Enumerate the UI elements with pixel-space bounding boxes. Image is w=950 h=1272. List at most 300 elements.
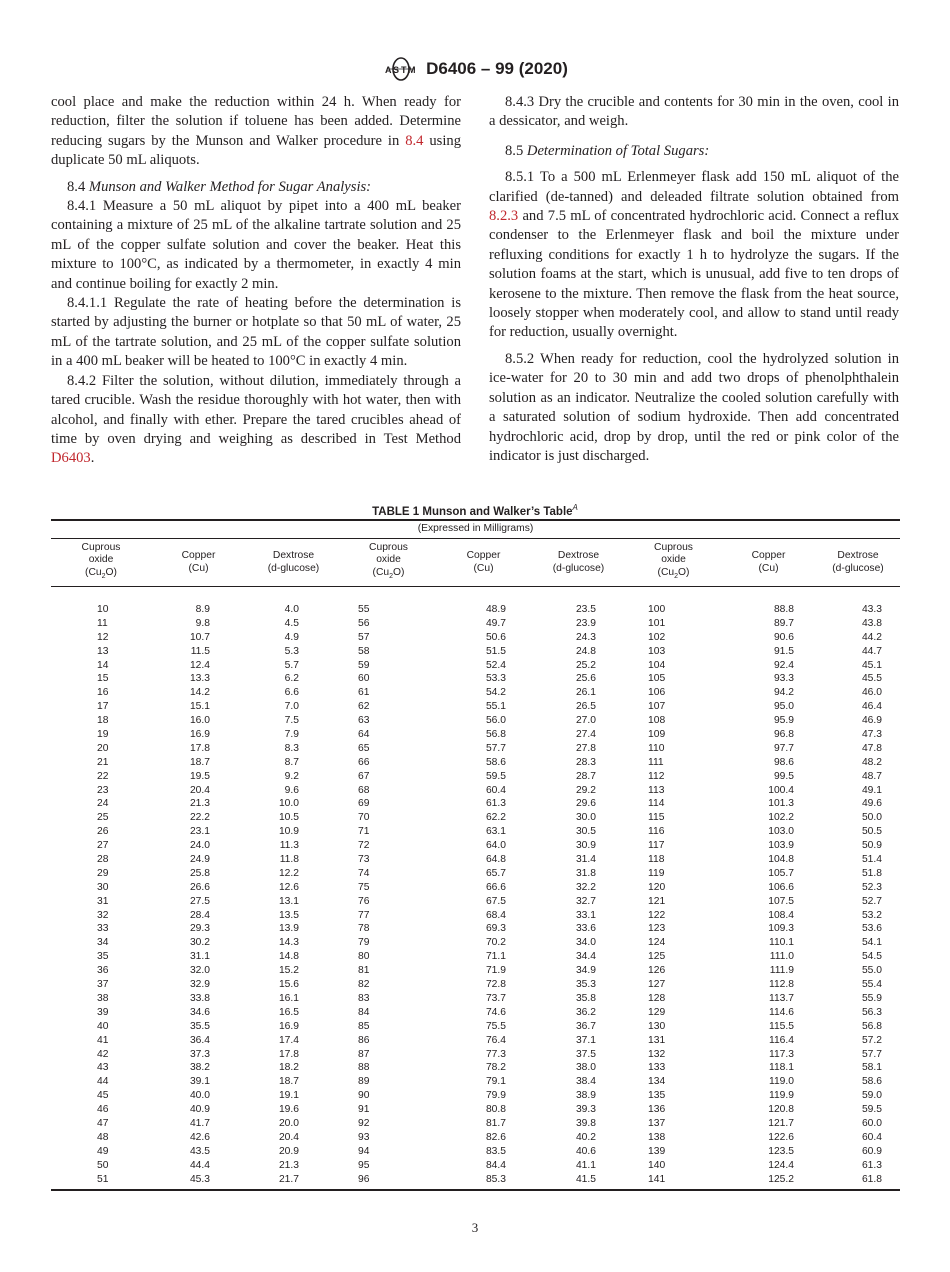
- table-cell: 16.5: [278, 1006, 299, 1018]
- table-cell: 30.0: [575, 812, 596, 824]
- table-row: [51, 1103, 900, 1117]
- right-column: [489, 93, 899, 466]
- table-cell: 17.8: [278, 1048, 299, 1060]
- table-cell: 24.0: [189, 840, 210, 852]
- xref-link-8-2-3[interactable]: 8.2.3: [489, 208, 519, 225]
- table-cell: 12.6: [278, 881, 299, 893]
- table-cell: 43.5: [189, 1145, 210, 1157]
- page-header: [0, 57, 950, 81]
- table-cell: 37.5: [575, 1048, 596, 1060]
- table-cell: 51.8: [861, 867, 882, 879]
- table-cell: 48.7: [861, 770, 882, 782]
- table-cell: 85.3: [485, 1173, 506, 1185]
- table-cell: 59: [358, 659, 370, 671]
- header-line: (d-glucose): [832, 562, 884, 574]
- table-cell: 108: [648, 715, 666, 727]
- table-cell: 133: [648, 1062, 666, 1074]
- table-row: [51, 1020, 900, 1034]
- table-cell: 12.4: [189, 659, 210, 671]
- table-cell: 40.6: [575, 1145, 596, 1157]
- table-cell: 116: [648, 826, 665, 838]
- table-cell: 70: [358, 812, 370, 824]
- xref-link-d6403[interactable]: D6403: [51, 450, 91, 467]
- table-cell: 95.9: [773, 715, 794, 727]
- table-cell: 49.7: [485, 617, 506, 629]
- table-body: [51, 587, 900, 1191]
- table-cell: 82: [358, 979, 370, 991]
- table-cell: 57.7: [485, 742, 506, 754]
- header-line: [626, 567, 721, 584]
- table-cell: 104.8: [768, 854, 794, 866]
- table-cell: 20.0: [278, 1117, 299, 1129]
- table-cell: 111.0: [769, 951, 794, 963]
- table-cell: 13.3: [189, 673, 210, 685]
- table-cell: 10.5: [278, 812, 299, 824]
- table-cell: 107: [648, 701, 666, 713]
- table-row: [51, 992, 900, 1006]
- table-cell: 52.3: [861, 881, 882, 893]
- table-cell: 34.9: [575, 965, 596, 977]
- table-cell: 91.5: [773, 645, 794, 657]
- table-cell: 61: [358, 687, 370, 699]
- table-cell: 52.4: [485, 659, 506, 671]
- table-cell: 85: [358, 1020, 370, 1032]
- table-cell: 130: [648, 1020, 666, 1032]
- table-footnote-marker: A: [572, 503, 578, 512]
- section-heading-8-5: [489, 142, 899, 161]
- table-cell: 80.8: [485, 1104, 506, 1116]
- table-row: [51, 811, 900, 825]
- table-cell: 40.2: [575, 1131, 596, 1143]
- table-cell: 109: [648, 729, 666, 741]
- table-cell: 59.5: [861, 1104, 882, 1116]
- table-cell: 79.1: [485, 1076, 506, 1088]
- table-row: [51, 686, 900, 700]
- table-cell: 53.6: [861, 923, 882, 935]
- table-cell: 140: [648, 1159, 666, 1171]
- table-row: [51, 631, 900, 645]
- table-cell: 66.6: [485, 881, 506, 893]
- table-cell: 46.4: [861, 701, 882, 713]
- table-cell: 55.4: [861, 979, 882, 991]
- table-cell: 13.5: [278, 909, 299, 921]
- table-row: [51, 839, 900, 853]
- table-cell: 50.6: [485, 631, 506, 643]
- table-cell: 7.0: [284, 701, 299, 713]
- table-cell: 69.3: [485, 923, 506, 935]
- table-cell: 21: [97, 756, 109, 768]
- table-cell: 24.3: [575, 631, 596, 643]
- table-cell: 54.1: [861, 937, 882, 949]
- table-row: [51, 867, 900, 881]
- table-cell: 71.1: [485, 951, 506, 963]
- column-header: [721, 550, 816, 575]
- paragraph-8-4-3: 8.4.3 Dry the crucible and contents for 30 min in the oven, cool in a dessicator, and weigh.: [489, 94, 899, 130]
- table-cell: 35.3: [575, 979, 596, 991]
- table-cell: 115.5: [768, 1020, 794, 1032]
- paragraph-text: 8.4.2 Filter the solution, without dilution, immediately through a tared crucible. Wash the residue thoroughly with hot water, then with alcohol, and finally with ether. Prepare the tared crucibles ahead of time by oven drying and weighing as described in Test Method: [51, 372, 461, 447]
- table-cell: 62.2: [485, 812, 506, 824]
- table-cell: 40: [97, 1020, 109, 1032]
- table-cell: 94.2: [773, 687, 794, 699]
- table-cell: 8.3: [284, 742, 299, 754]
- header-subscript: 2: [674, 572, 679, 580]
- table-cell: 57.7: [861, 1048, 882, 1060]
- table-cell: 120: [648, 881, 666, 893]
- table-cell: 63.1: [485, 826, 506, 838]
- table-cell: 132: [648, 1048, 666, 1060]
- table-cell: 16.9: [278, 1020, 299, 1032]
- table-cell: 26: [97, 826, 109, 838]
- table-cell: 41.7: [189, 1117, 210, 1129]
- table-cell: 28.4: [189, 909, 210, 921]
- table-row: [51, 1075, 900, 1089]
- table-cell: 41.1: [575, 1159, 596, 1171]
- table-cell: 37: [97, 979, 109, 991]
- table-cell: 126: [648, 965, 666, 977]
- table-cell: 103.0: [768, 826, 794, 838]
- table-cell: 74.6: [485, 1006, 506, 1018]
- table-cell: 14.8: [278, 951, 299, 963]
- table-cell: 39.3: [575, 1104, 596, 1116]
- header-line: Cuprous: [81, 541, 121, 553]
- table-cell: 71.9: [485, 965, 506, 977]
- table-row: [51, 603, 900, 617]
- table-cell: 31.8: [575, 867, 596, 879]
- table-cell: 14: [97, 659, 109, 671]
- table-cell: 73: [358, 854, 370, 866]
- table-cell: 79: [358, 937, 370, 949]
- table-cell: 9.2: [284, 770, 299, 782]
- header-line: Dextrose: [272, 550, 315, 561]
- table-cell: 21.7: [278, 1173, 299, 1185]
- table-cell: 21.3: [189, 798, 210, 810]
- table-cell: 43: [97, 1062, 109, 1074]
- header-line: Copper: [751, 550, 786, 561]
- table-cell: 26.1: [575, 687, 596, 699]
- table-cell: 134: [648, 1076, 666, 1088]
- table-cell: 42.6: [189, 1131, 210, 1143]
- table-row: [51, 964, 900, 978]
- table-cell: 68: [358, 784, 370, 796]
- table-row: [51, 714, 900, 728]
- table-cell: 56.8: [861, 1020, 882, 1032]
- table-cell: 24.9: [189, 854, 210, 866]
- table-cell: 101: [648, 617, 666, 629]
- table-cell: 119.9: [768, 1090, 794, 1102]
- table-cell: 29.2: [575, 784, 596, 796]
- table-cell: 60.0: [861, 1117, 882, 1129]
- table-cell: 124: [648, 937, 666, 949]
- table-cell: 60.9: [861, 1145, 882, 1157]
- table-row: [51, 617, 900, 631]
- table-cell: 20.4: [189, 784, 210, 796]
- table-cell: 17.8: [189, 742, 210, 754]
- table-cell: 59.5: [485, 770, 506, 782]
- table-cell: 120.8: [768, 1104, 794, 1116]
- table-cell: 81.7: [485, 1117, 506, 1129]
- table-cell: 111.9: [769, 965, 794, 977]
- table-cell: 39.1: [189, 1076, 210, 1088]
- table-cell: 16.9: [189, 729, 210, 741]
- table-cell: 38.2: [189, 1062, 210, 1074]
- table-cell: 30.2: [189, 937, 210, 949]
- table-cell: 9.8: [195, 617, 210, 629]
- table-cell: 67.5: [485, 895, 506, 907]
- table-cell: 30.9: [575, 840, 596, 852]
- left-column: [51, 93, 461, 469]
- table-row: [51, 672, 900, 686]
- section-number: 8.4: [67, 178, 86, 195]
- table-cell: 47.8: [861, 742, 882, 754]
- paragraph-8-4-2: [51, 372, 461, 469]
- table-cell: 106: [648, 687, 666, 699]
- table-cell: 67: [358, 770, 370, 782]
- table-cell: 62: [358, 701, 370, 713]
- table-cell: 46: [97, 1104, 109, 1116]
- table-row: [51, 770, 900, 784]
- table-row: [51, 645, 900, 659]
- table-cell: 111: [648, 756, 664, 768]
- table-cell: 53.2: [861, 909, 882, 921]
- table-cell: 76.4: [485, 1034, 506, 1046]
- table-cell: 60.4: [485, 784, 506, 796]
- table-cell: 34.6: [189, 1006, 210, 1018]
- table-cell: 56: [358, 617, 370, 629]
- table-cell: 18.7: [278, 1076, 299, 1088]
- table-cell: 35: [97, 951, 109, 963]
- table-cell: 61.8: [861, 1173, 882, 1185]
- table-cell: 13: [97, 645, 109, 657]
- table-cell: 7.5: [284, 715, 299, 727]
- table-cell: 127: [648, 979, 666, 991]
- table-cell: 49.1: [861, 784, 882, 796]
- table-cell: 34.4: [575, 951, 596, 963]
- table-cell: 43.8: [861, 617, 882, 629]
- paragraph-8-5-1: [489, 168, 899, 343]
- table-cell: 50.5: [861, 826, 882, 838]
- table-cell: 5.3: [284, 645, 299, 657]
- table-cell: 128: [648, 992, 666, 1004]
- column-header: [436, 550, 531, 575]
- table-row: [51, 700, 900, 714]
- table-cell: 15.2: [278, 965, 299, 977]
- table-cell: 18.2: [278, 1062, 299, 1074]
- header-line: (d-glucose): [267, 562, 320, 574]
- svg-text:A: A: [385, 65, 392, 75]
- table-cell: 21.3: [278, 1159, 299, 1171]
- table-cell: 12.2: [278, 867, 299, 879]
- table-cell: 19: [97, 729, 109, 741]
- table-cell: 110.1: [768, 937, 794, 949]
- table-cell: 17.4: [278, 1034, 299, 1046]
- table-cell: 110: [648, 742, 665, 754]
- xref-link-8-4[interactable]: 8.4: [405, 132, 424, 149]
- table-row: [51, 784, 900, 798]
- table-cell: 123: [648, 923, 666, 935]
- table-cell: 45: [97, 1090, 109, 1102]
- table-cell: 78: [358, 923, 370, 935]
- header-text: O): [393, 566, 405, 578]
- table-subcaption: (Expressed in Milligrams): [417, 523, 534, 534]
- table-cell: 116.4: [768, 1034, 794, 1046]
- table-cell: 7.9: [284, 729, 299, 741]
- table-cell: 46.9: [861, 715, 882, 727]
- column-header: [151, 550, 246, 575]
- table-cell: 16: [97, 687, 109, 699]
- table-cell: 32: [97, 909, 109, 921]
- table-cell: 73.7: [485, 992, 506, 1004]
- table-cell: 95.0: [773, 701, 794, 713]
- table-row: [51, 1034, 900, 1048]
- table-row: [51, 742, 900, 756]
- table-cell: 10.9: [278, 826, 299, 838]
- table-cell: 18.7: [189, 756, 210, 768]
- table-cell: 47.3: [861, 729, 882, 741]
- table-cell: 136: [648, 1104, 666, 1116]
- table-cell: 97.7: [773, 742, 794, 754]
- table-row: [51, 950, 900, 964]
- header-line: Dextrose: [837, 550, 879, 561]
- table-cell: 12: [97, 631, 109, 643]
- table-cell: 18: [97, 715, 109, 727]
- table-cell: 19.6: [278, 1104, 299, 1116]
- table-cell: 40.9: [189, 1104, 210, 1116]
- table-cell: 83: [358, 992, 370, 1004]
- table-cell: 121.7: [768, 1117, 794, 1129]
- table-cell: 60.4: [861, 1131, 882, 1143]
- table-cell: 41.5: [575, 1173, 596, 1185]
- table-cell: 102.2: [768, 812, 794, 824]
- table-cell: 39: [97, 1006, 109, 1018]
- table-cell: 27: [97, 840, 109, 852]
- table-cell: 11.5: [190, 645, 210, 657]
- table-cell: 55.1: [485, 701, 506, 713]
- paragraph-text: 8.5.1 To a 500 mL Erlenmeyer flask add 150 mL aliquot of the clarified (de-tanned) and deleaded filtrate solution obtained from: [489, 169, 899, 205]
- table-cell: 30.5: [575, 826, 596, 838]
- column-header: [531, 550, 626, 575]
- table-cell: 84: [358, 1006, 370, 1018]
- table-cell: 28.3: [575, 756, 596, 768]
- table-cell: 23.9: [575, 617, 596, 629]
- table-cell: 33.8: [189, 992, 210, 1004]
- section-title: Munson and Walker Method for Sugar Analysis:: [88, 178, 372, 195]
- table-cell: 25: [97, 812, 109, 824]
- header-line: [51, 567, 151, 584]
- table-cell: 27.0: [575, 715, 596, 727]
- table-cell: 72.8: [485, 979, 506, 991]
- table-cell: 122.6: [768, 1131, 794, 1143]
- table-cell: 19.5: [189, 770, 210, 782]
- table-cell: 47: [97, 1117, 109, 1129]
- table-cell: 121: [648, 895, 666, 907]
- table-cell: 57: [358, 631, 370, 643]
- header-line: Copper: [181, 550, 216, 561]
- table-cell: 113.7: [768, 992, 794, 1004]
- table-cell: 114: [648, 798, 665, 810]
- table-row: [51, 853, 900, 867]
- table-cell: 77.3: [485, 1048, 506, 1060]
- paragraph-8-3-continuation: [51, 93, 461, 171]
- table-cell: 4.0: [284, 604, 299, 615]
- table-cell: 37.1: [575, 1034, 596, 1046]
- table-cell: 103.9: [768, 840, 794, 852]
- table-cell: 54.2: [485, 687, 506, 699]
- table-cell: 4.9: [284, 631, 299, 643]
- column-header: [816, 550, 900, 575]
- paragraph-text: .: [90, 450, 95, 467]
- table-cell: 20.4: [278, 1131, 299, 1143]
- table-row: [51, 1117, 900, 1131]
- table-cell: 33: [97, 923, 109, 935]
- table-cell: 64: [358, 729, 370, 741]
- table-cell: 131: [648, 1034, 666, 1046]
- table-cell: 123.5: [768, 1145, 794, 1157]
- header-line: (Cu): [473, 562, 494, 574]
- header-line: (Cu): [758, 562, 779, 574]
- table-cell: 98.6: [773, 756, 794, 768]
- paragraph-text: using duplicate 50 mL aliquots.: [51, 132, 462, 169]
- table-cell: 33.6: [575, 923, 596, 935]
- table-cell: 104: [648, 659, 666, 671]
- column-header: [51, 542, 151, 584]
- table-cell: 31.1: [189, 951, 210, 963]
- header-text: O): [678, 566, 690, 578]
- table-cell: 78.2: [485, 1062, 506, 1074]
- table-cell: 48.2: [861, 756, 882, 768]
- table-cell: 92.4: [773, 659, 794, 671]
- table-cell: 16.1: [278, 992, 299, 1004]
- table-cell: 48.9: [485, 604, 506, 615]
- table-cell: 52.7: [861, 895, 882, 907]
- table-cell: 16.0: [189, 715, 210, 727]
- table-cell: 125.2: [768, 1173, 794, 1185]
- table-cell: 102: [648, 631, 666, 643]
- table-row: [51, 1048, 900, 1062]
- table-cell: 65: [358, 742, 370, 754]
- table-cell: 55.0: [861, 965, 882, 977]
- table-cell: 71: [358, 826, 370, 838]
- table-cell: 60: [358, 673, 370, 685]
- table-cell: 28.7: [575, 770, 596, 782]
- table-cell: 139: [648, 1145, 666, 1157]
- table-cell: 9.6: [284, 784, 299, 796]
- paragraph-8-4-1-1: 8.4.1.1 Regulate the rate of heating before the determination is started by adjusting the burner or hotplate so that 50 mL of water, 25 mL of the tartrate solution, and 25 mL of the copper sulfate solution in a 400 mL beaker will be heated to 100°C in exactly 4 min.: [51, 295, 461, 370]
- header-subscript: 2: [389, 572, 394, 580]
- section-heading-8-4: [51, 178, 461, 197]
- header-text: (Cu: [85, 566, 102, 578]
- table-cell: 56.0: [485, 715, 506, 727]
- table-header-row: [51, 539, 900, 587]
- paragraph-text: and 7.5 mL of concentrated hydrochloric acid. Connect a reflux condenser to the Erlenmeyer flask and boil the mixture under refluxing conditions for exactly 1 h to hydrolyze the sugars. If the solution foams at the start, which is unusual, add five to ten drops of kerosene to the mixture. Then remove the flask from the heat source, loosely stopper when moderately cool, and allow to stand until ready for reduction, usually overnight.: [489, 208, 899, 341]
- table-cell: 27.8: [575, 742, 596, 754]
- table-cell: 6.2: [284, 673, 299, 685]
- table-cell: 69: [358, 798, 370, 810]
- table-cell: 94: [358, 1145, 370, 1157]
- table-cell: 83.5: [485, 1145, 506, 1157]
- table-cell: 46.0: [861, 687, 882, 699]
- header-line: (d-glucose): [552, 562, 605, 574]
- table-row: [51, 909, 900, 923]
- table-cell: 48: [97, 1131, 109, 1143]
- table-cell: 30: [97, 881, 109, 893]
- table-cell: 112.8: [768, 979, 794, 991]
- table-row: [51, 895, 900, 909]
- table-cell: 38.9: [575, 1090, 596, 1102]
- table-cell: 29.3: [189, 923, 210, 935]
- table-cell: 93: [358, 1131, 370, 1143]
- table-cell: 14.3: [278, 937, 299, 949]
